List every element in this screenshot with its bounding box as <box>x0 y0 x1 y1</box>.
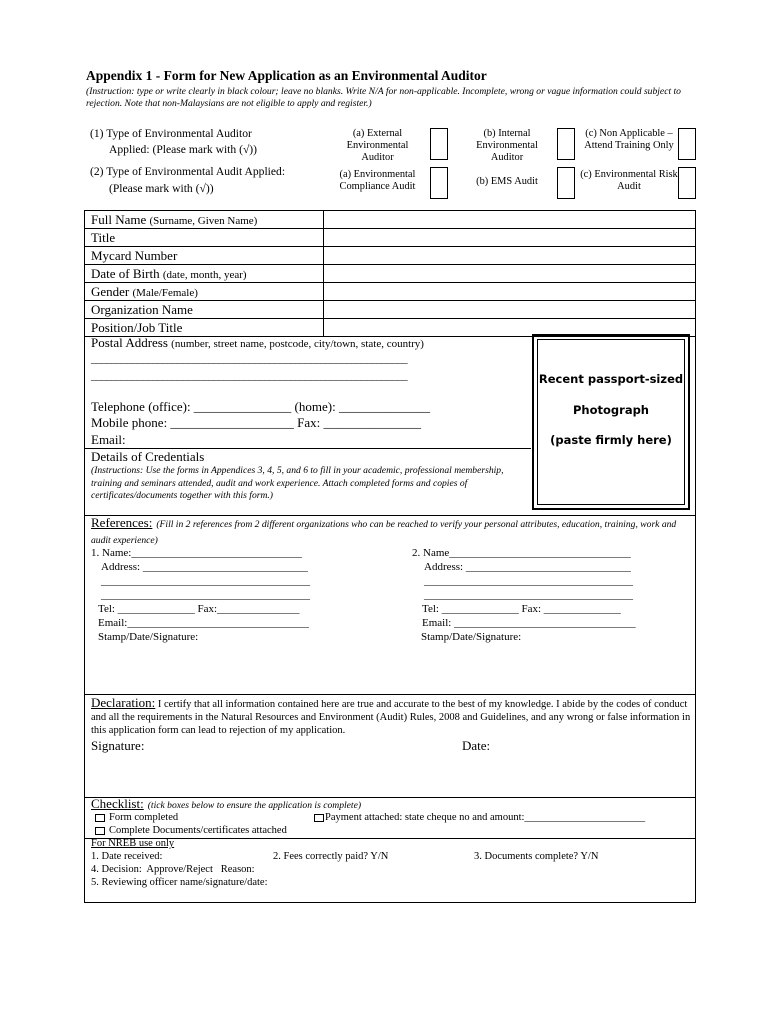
mobile-fax-field[interactable]: Mobile phone: ___________________ Fax: _______________ <box>91 415 422 430</box>
q1-checkbox-external[interactable] <box>430 128 448 160</box>
q2-label-line2: (Please mark with (√)) <box>109 182 214 195</box>
checklist-header <box>91 797 361 813</box>
nreb-reviewing-officer: 5. Reviewing officer name/signature/date: <box>91 877 268 888</box>
q2-checkbox-compliance[interactable] <box>430 167 448 199</box>
dob-input[interactable] <box>323 265 696 282</box>
field-row-title <box>85 229 695 247</box>
ref1-tel-fax[interactable]: Tel: ______________ Fax:_______________ <box>98 603 300 615</box>
q1-label-line1: (1) Type of Environmental Auditor <box>90 127 252 140</box>
references-header <box>91 516 689 547</box>
checklist-item-documents[interactable] <box>95 825 287 837</box>
photo-text-line-3: (paste firmly here) <box>550 433 672 447</box>
postal-address-label <box>91 335 424 352</box>
checklist-item-payment[interactable] <box>314 812 645 824</box>
postal-label-text: Postal Address <box>91 335 168 350</box>
field-hint: (Surname, Given Name) <box>149 215 258 227</box>
field-row-mycard <box>85 247 695 265</box>
checkbox-icon[interactable] <box>95 827 105 835</box>
ref2-name[interactable]: 2. Name_________________________________ <box>412 547 631 559</box>
ref2-tel-fax[interactable]: Tel: ______________ Fax: ______________ <box>422 603 621 615</box>
q1-option-training: (c) Non Applicable – Attend Training Only <box>584 128 674 151</box>
q2-option-ems: (b) EMS Audit <box>476 176 538 187</box>
declaration-block <box>91 696 691 737</box>
ref1-address-line-3[interactable]: ______________________________________ <box>101 589 310 601</box>
field-row-dob <box>85 265 695 283</box>
postal-address-line-1[interactable]: ______________________________________________________________ <box>91 353 408 365</box>
form-instructions: (Instruction: type or write clearly in black colour; leave no blanks. Write N/A for non-applicable. Incomplete, wrong or vague information could subject to rejection. Note that non-Malaysians are not eligible to apply and register.) <box>86 86 681 109</box>
field-hint: (Male/Female) <box>132 287 198 299</box>
field-label: Organization Name <box>91 302 193 317</box>
declaration-divider <box>85 694 695 695</box>
declaration-heading: Declaration: <box>91 695 156 710</box>
photo-placeholder[interactable] <box>532 334 690 510</box>
ref1-name[interactable]: 1. Name:_______________________________ <box>91 547 302 559</box>
nreb-documents-complete: 3. Documents complete? Y/N <box>474 851 599 862</box>
field-label: Date of Birth <box>91 266 160 281</box>
gender-input[interactable] <box>323 283 696 300</box>
telephone-field[interactable]: Telephone (office): _______________ (home): ______________ <box>91 399 430 414</box>
q1-option-internal: (b) Internal Environmental Auditor <box>476 128 538 163</box>
mycard-input[interactable] <box>323 247 696 264</box>
ref2-address-line-2[interactable]: ______________________________________ <box>424 575 633 587</box>
photo-text-line-2: Photograph <box>573 403 649 417</box>
title-input[interactable] <box>323 229 696 246</box>
ref1-stamp: Stamp/Date/Signature: <box>98 631 199 643</box>
date-label[interactable]: Date: <box>462 738 491 753</box>
field-row-organization <box>85 301 695 319</box>
checklist-item-label: Complete Documents/certificates attached <box>109 825 287 836</box>
ref1-address[interactable]: Address: ______________________________ <box>101 561 308 573</box>
q1-checkbox-internal[interactable] <box>557 128 575 160</box>
q1-checkbox-training[interactable] <box>678 128 696 160</box>
postal-hint: (number, street name, postcode, city/town, state, country) <box>171 338 424 350</box>
checkbox-icon[interactable] <box>314 814 324 822</box>
q1-option-external: (a) External Environmental Auditor <box>346 128 409 163</box>
field-label: Title <box>91 230 116 245</box>
checklist-item-label: Payment attached: state cheque no and amount:_______________________ <box>325 812 646 823</box>
ref2-email[interactable]: Email: _________________________________ <box>422 617 636 629</box>
credentials-heading: Details of Credentials <box>91 449 205 464</box>
q1-label-line2: Applied: (Please mark with (√)) <box>109 143 258 156</box>
ref2-address[interactable]: Address: ______________________________ <box>424 561 631 573</box>
nreb-decision: 4. Decision: Approve/Reject Reason: <box>91 864 255 875</box>
q2-option-risk: (c) Environmental Risk Audit <box>580 169 678 192</box>
nreb-heading: For NREB use only <box>91 838 175 849</box>
field-label: Position/Job Title <box>91 320 183 335</box>
credentials-instructions: (Instructions: Use the forms in Appendices 3, 4, 5, and 6 to fill in your academic, professional membership, training and seminars attended, audit and work experience. Attach completed forms and copies of certificates/documents together with this form.) <box>91 465 504 501</box>
organization-input[interactable] <box>323 301 696 318</box>
references-heading: References: <box>91 515 153 530</box>
q2-checkbox-ems[interactable] <box>557 167 575 199</box>
photo-inner-frame <box>537 339 685 505</box>
declaration-text: I certify that all information contained here are true and accurate to the best of my knowledge. I abide by the codes of conduct and all the requirements in the Natural Resources and Environment (Audit) Rules, 2008 and Guidelines, and any wrong or false information in this application form can lead to rejection of my application. <box>91 699 691 736</box>
ref2-stamp: Stamp/Date/Signature: <box>421 631 522 643</box>
photo-text-line-1: Recent passport-sized <box>538 372 684 386</box>
field-label: Gender <box>91 284 130 299</box>
ref2-address-line-3[interactable]: ______________________________________ <box>424 589 633 601</box>
email-field[interactable]: Email: <box>91 432 126 447</box>
field-hint: (date, month, year) <box>162 269 247 281</box>
nreb-fees-paid: 2. Fees correctly paid? Y/N <box>273 851 389 862</box>
field-label: Full Name <box>91 212 147 227</box>
references-hint: (Fill in 2 references from 2 different organizations who can be reached to verify your personal attributes, education, training, work and audit experience) <box>91 519 677 546</box>
q2-checkbox-risk[interactable] <box>678 167 696 199</box>
signature-label[interactable]: Signature: <box>91 738 145 753</box>
checklist-item-label: Form completed <box>109 812 179 823</box>
field-row-gender <box>85 283 695 301</box>
field-label: Mycard Number <box>91 248 178 263</box>
nreb-date-received: 1. Date received: <box>91 851 163 862</box>
ref1-address-line-2[interactable]: ______________________________________ <box>101 575 310 587</box>
checklist-heading: Checklist: <box>91 796 144 811</box>
postal-address-line-2[interactable]: ______________________________________________________________ <box>91 370 408 382</box>
checklist-item-form[interactable] <box>95 812 178 824</box>
nreb-divider <box>85 838 695 839</box>
full-name-input[interactable] <box>323 211 696 228</box>
field-row-full-name <box>85 211 695 229</box>
q2-option-compliance: (a) Environmental Compliance Audit <box>339 169 416 192</box>
checkbox-icon[interactable] <box>95 814 105 822</box>
checklist-hint: (tick boxes below to ensure the application is complete) <box>147 800 362 811</box>
ref1-email[interactable]: Email:_________________________________ <box>98 617 309 629</box>
form-title: Appendix 1 - Form for New Application as an Environmental Auditor <box>86 68 487 83</box>
q2-label-line1: (2) Type of Environmental Audit Applied: <box>90 165 286 178</box>
